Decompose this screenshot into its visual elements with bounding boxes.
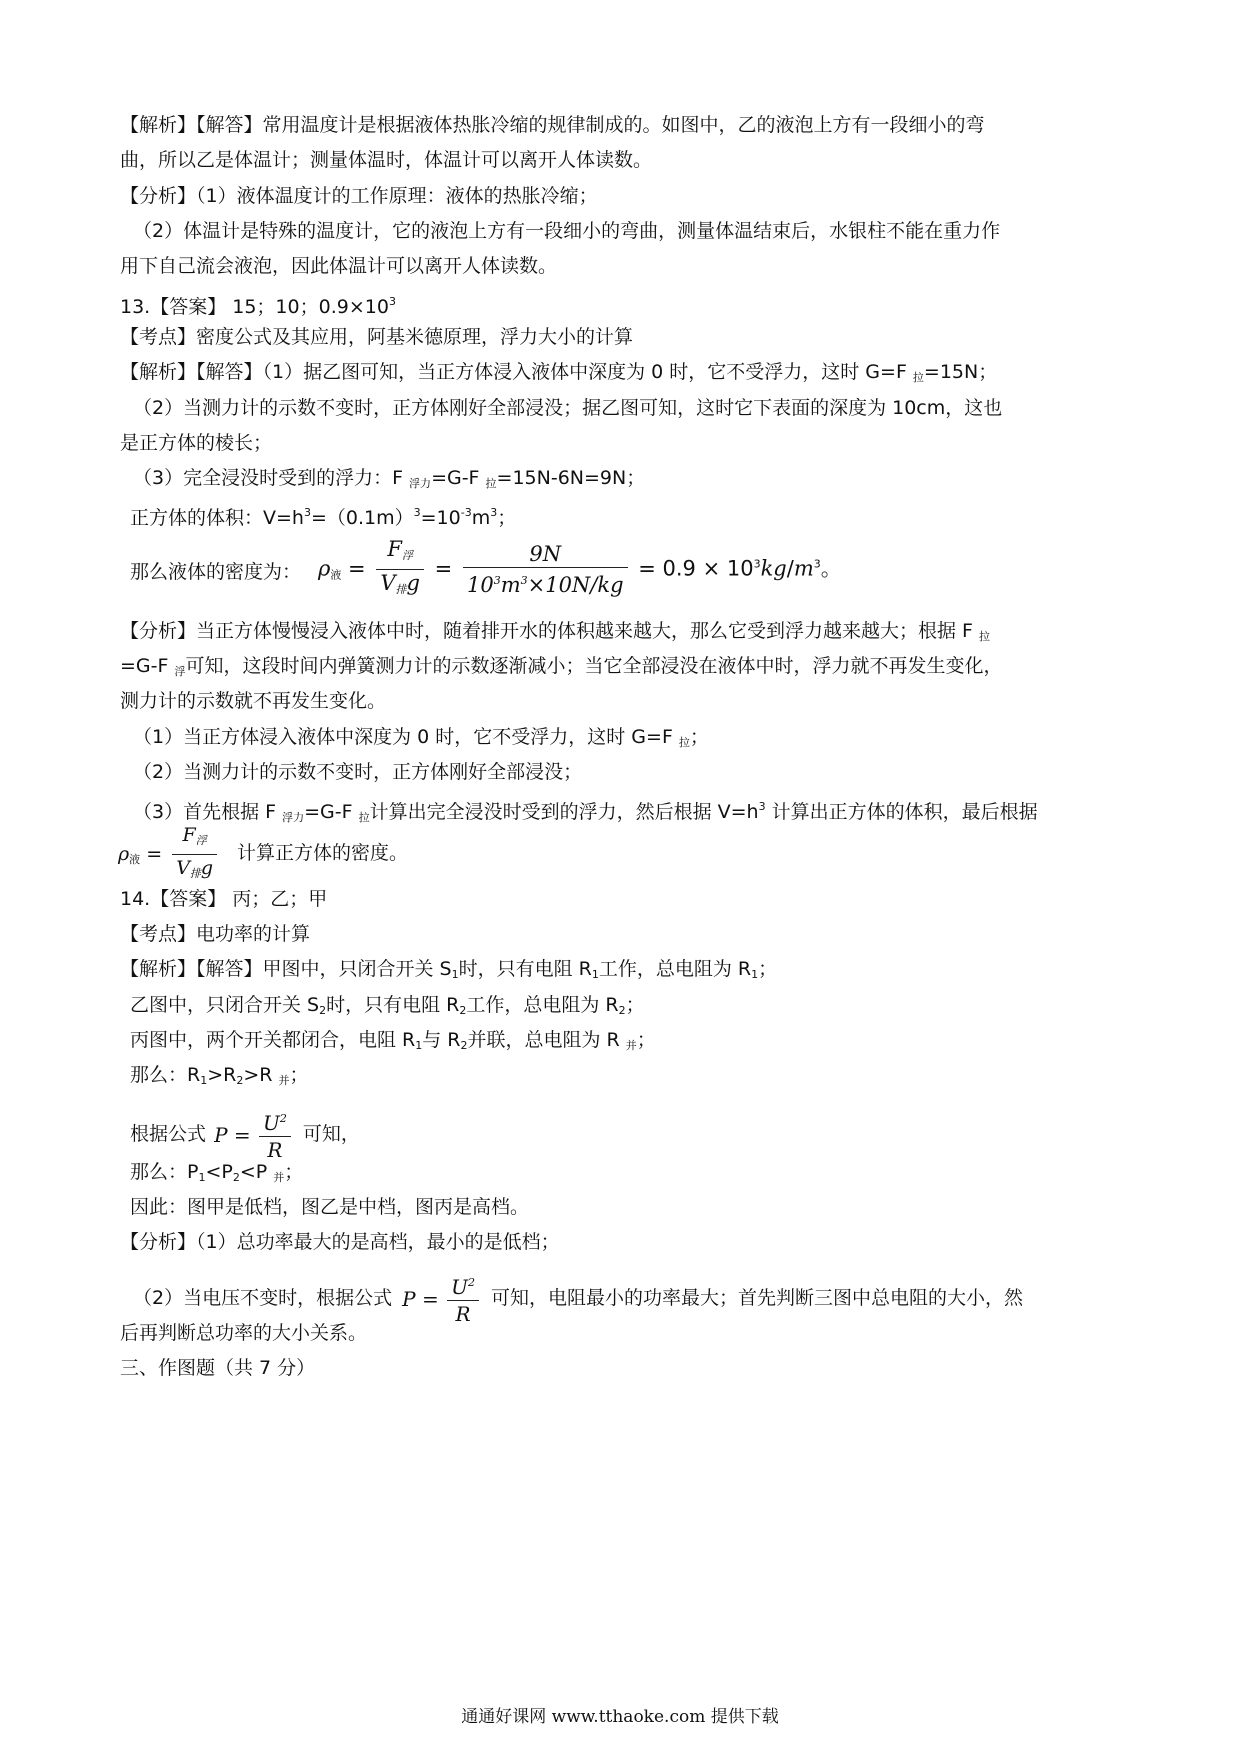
power-formula: P = $\frac{U^2}{R}$	[214, 1106, 293, 1163]
text-line: 【分析】当正方体慢慢浸入液体中时，随着排开水的体积越来越大，那么它受到浮力越来越大；根据 F $_拉$	[120, 620, 991, 643]
text-line: 测力计的示数就不再发生变化。	[120, 690, 387, 712]
fraction: $\frac{9N}{10^3m^3\times 10N/kg}$	[463, 541, 628, 598]
text-line: 【考点】密度公式及其应用，阿基米德原理，浮力大小的计算	[120, 326, 634, 348]
text-line: 丙图中，两个开关都闭合，电阻 $R_1$与 $R_2$并联，总电阻为 R $_并$；	[130, 1029, 656, 1052]
text-line: 那么：$R_1>R_2>R$ $_并$；	[130, 1064, 309, 1087]
text-line: 正方体的体积：$V=h^3=(0.1m)^3=10^{-3}m^3$；	[130, 506, 517, 529]
section-heading: 三、作图题（共 7 分）	[120, 1357, 316, 1379]
power-formula: P = $\frac{U^2}{R}$	[402, 1270, 481, 1327]
text-line: 用下自己流会液泡，因此体温计可以离开人体读数。	[120, 255, 558, 277]
text-line: （2）当测力计的示数不变时，正方体刚好全部浸没；	[133, 761, 583, 783]
text-line: 【分析】（1）液体温度计的工作原理：液体的热胀冷缩；	[120, 185, 598, 207]
text-line: 根据公式 P = $\frac{U^2}{R}$ 可知，	[130, 1106, 360, 1163]
text-line: （3）完全浸没时受到的浮力：F $_{浮力}$=G-F $_拉$=15N-6N=9N；	[133, 467, 646, 490]
question-13-answer: 13.【答案】 15；10；$0.9\times 10^3$	[120, 295, 396, 318]
text-line: 乙图中，只闭合开关 $S_2$时，只有电阻 $R_2$工作，总电阻为 $R_2$；	[130, 994, 645, 1017]
text-line: 那么：$P_1<P_2<P$ $_并$；	[130, 1161, 304, 1184]
text-line: 是正方体的棱长；	[120, 432, 273, 454]
text-line: 计算正方体的密度。	[237, 842, 409, 864]
text-line: 那么液体的密度为：	[130, 561, 302, 583]
text-line: 后再判断总功率的大小关系。	[120, 1322, 368, 1344]
density-formula: $\rho_液$ = $\frac{F_浮}{V_排g}$ = $\frac{9N}{10^3m^3\times 10N/kg}$ = $0.9 \times 10^3kg/m^3$。	[318, 536, 842, 603]
text-line: （2）体温计是特殊的温度计，它的液泡上方有一段细小的弯曲，测量体温结束后，水银柱不能在重力作	[133, 220, 1001, 242]
text-line: 【解析】【解答】（1）据乙图可知，当正方体浸入液体中深度为 0 时，它不受浮力，这时 G=F $_拉$=15N；	[120, 361, 998, 384]
text-line: 【分析】（1）总功率最大的是高档，最小的是低档；	[120, 1231, 560, 1253]
fraction: $\frac{F_浮}{V_排g}$	[376, 536, 424, 603]
question-14-answer: 14.【答案】 丙；乙；甲	[120, 888, 328, 910]
text-line: （2）当电压不变时，根据公式 P = $\frac{U^2}{R}$ 可知，电阻最小的功率最大；首先判断三图中总电阻的大小，然	[133, 1270, 1023, 1327]
text-line: =G-F $_浮$可知，这段时间内弹簧测力计的示数逐渐减小；当它全部浸没在液体中时，浮力就不再发生变化，	[120, 655, 1003, 678]
text-line: 曲，所以乙是体温计；测量体温时，体温计可以离开人体读数。	[120, 149, 653, 171]
text-line: （1）当正方体浸入液体中深度为 0 时，它不受浮力，这时 G=F $_拉$；	[133, 726, 709, 749]
text-line: 【解析】【解答】甲图中，只闭合开关 $S_1$时，只有电阻 $R_1$工作，总电阻为 $R_1$；	[120, 958, 778, 981]
text-line: 因此：图甲是低档，图乙是中档，图丙是高档。	[130, 1196, 530, 1218]
density-formula-small: $\rho_液$ = $\frac{F_浮}{V_排g}$	[118, 822, 221, 887]
text-line: （3）首先根据 F $_{浮力}$=G-F $_拉$计算出完全浸没时受到的浮力，然后根据 $V=h^3$ 计算出正方体的体积，最后根据	[133, 800, 1038, 824]
text-line: （2）当测力计的示数不变时，正方体刚好全部浸没；据乙图可知，这时它下表面的深度为 10cm，这也	[133, 397, 1003, 419]
fraction: $\frac{F_浮}{V_排g}$	[172, 822, 217, 887]
text-line: 【解析】【解答】常用温度计是根据液体热胀冷缩的规律制成的。如图中，乙的液泡上方有一段细小的弯	[120, 114, 985, 136]
text-line: 【考点】电功率的计算	[120, 923, 311, 945]
page-footer: 通通好课网 www.tthaoke.com 提供下载	[461, 1707, 779, 1727]
